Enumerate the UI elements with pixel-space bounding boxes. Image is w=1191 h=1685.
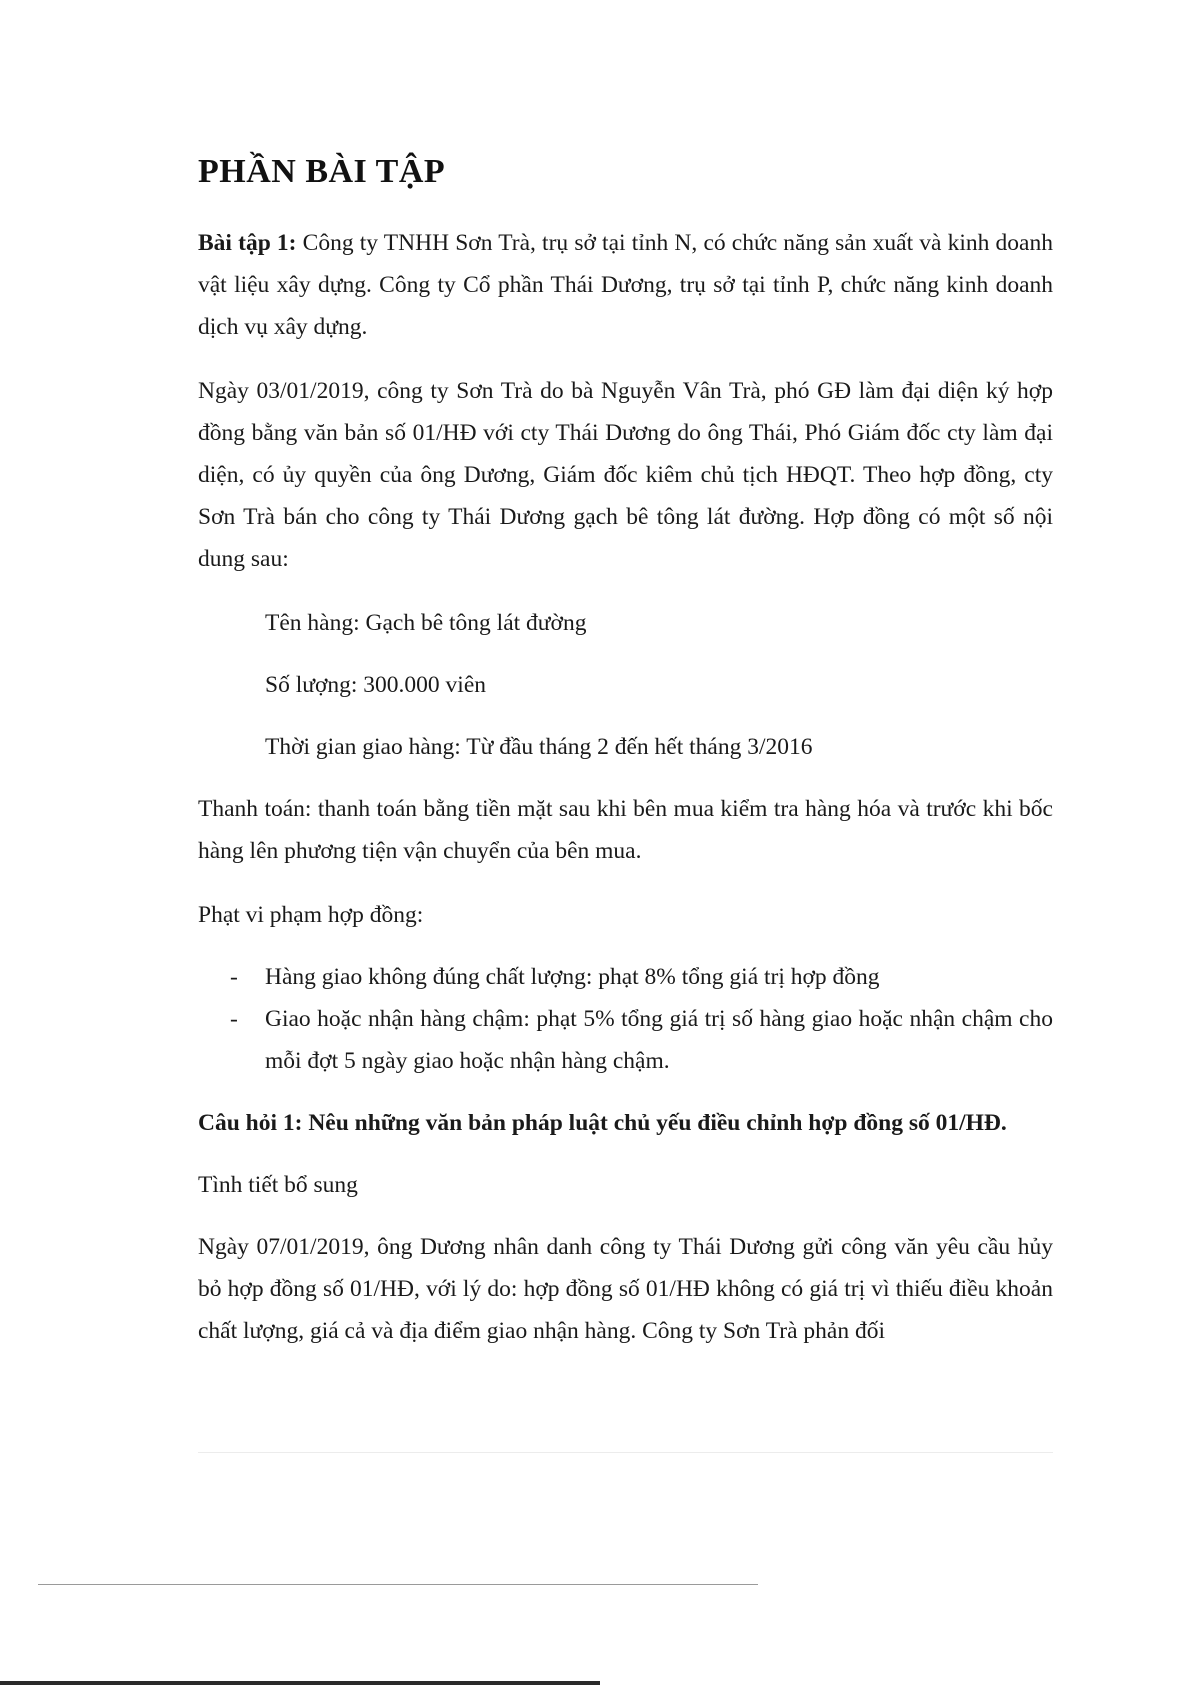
exercise-intro [198,222,1053,348]
payment-paragraph: Thanh toán: thanh toán bằng tiền mặt sau khi bên mua kiểm tra hàng hóa và trước khi bốc hàng lên phương tiện vận chuyển của bên mua. [198,796,1053,864]
page-title: PHẦN BÀI TẬP [198,153,446,190]
exercise-label: Bài tập 1: [198,230,297,256]
list-item [198,998,1053,1082]
contract-paragraph: Ngày 03/01/2019, công ty Sơn Trà do bà Nguyễn Vân Trà, phó GĐ làm đại diện ký hợp đồng bằng văn bản số 01/HĐ với cty Thái Dương do ông Thái, Phó Giám đốc cty làm đại diện, có ủy quyền của ông Dương, Giám đốc kiêm chủ tịch HĐQT. Theo hợp đồng, cty Sơn Trà bán cho công ty Thái Dương gạch bê tông lát đường. Hợp đồng có một số nội dung sau: [198,378,1053,572]
penalty-text: Hàng giao không đúng chất lượng: phạt 8% tổng giá trị hợp đồng [265,964,880,990]
document-content [198,150,1053,1352]
penalty-text: Giao hoặc nhận hàng chậm: phạt 5% tổng giá trị số hàng giao hoặc nhận chậm cho mỗi đợt 5 ngày giao hoặc nhận hàng chậm. [265,1006,1053,1074]
supplement-heading: Tình tiết bổ sung [198,1172,358,1198]
contract-term-product: Tên hàng: Gạch bê tông lát đường [265,610,587,636]
penalty-list [198,956,1053,1082]
list-item [198,956,1053,998]
contract-term-quantity: Số lượng: 300.000 viên [265,672,487,698]
contract-term-delivery: Thời gian giao hàng: Từ đầu tháng 2 đến hết tháng 3/2016 [265,734,813,760]
dash-bullet: - [230,1006,238,1032]
footer-divider [198,1452,1053,1453]
penalty-heading: Phạt vi phạm hợp đồng: [198,902,424,928]
dash-bullet: - [230,964,238,990]
bottom-edge-bar [0,1681,600,1685]
exercise-intro-text: Công ty TNHH Sơn Trà, trụ sở tại tỉnh N, có chức năng sản xuất và kinh doanh vật liệu xây dựng. Công ty Cổ phần Thái Dương, trụ sở tại tỉnh P, chức năng kinh doanh dịch vụ xây dựng. [198,230,1053,340]
scan-line [38,1584,758,1585]
supplement-paragraph: Ngày 07/01/2019, ông Dương nhân danh công ty Thái Dương gửi công văn yêu cầu hủy bỏ hợp đồng số 01/HĐ, với lý do: hợp đồng số 01/HĐ không có giá trị vì thiếu điều khoản chất lượng, giá cả và địa điểm giao nhận hàng. Công ty Sơn Trà phản đối [198,1234,1053,1344]
question-1: Câu hỏi 1: Nêu những văn bản pháp luật chủ yếu điều chỉnh hợp đồng số 01/HĐ. [198,1110,1007,1136]
